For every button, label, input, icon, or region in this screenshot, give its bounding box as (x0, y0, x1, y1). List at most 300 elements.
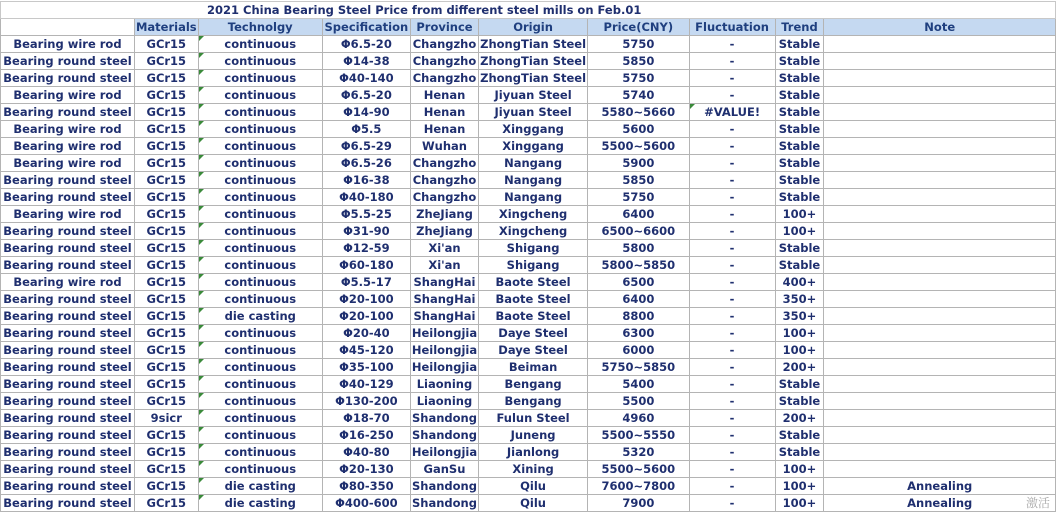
cell-fluctuation[interactable]: - (689, 36, 775, 53)
cell-note[interactable] (824, 393, 1056, 410)
cell-materials[interactable]: GCr15 (134, 325, 198, 342)
cell-fluctuation[interactable]: - (689, 359, 775, 376)
cell-specification[interactable]: Φ20-100 (322, 308, 410, 325)
cell-province[interactable]: ShangHai (410, 308, 478, 325)
cell-trend[interactable]: Stable (775, 53, 824, 70)
cell-materials[interactable]: GCr15 (134, 359, 198, 376)
cell-specification[interactable]: Φ6.5-20 (322, 36, 410, 53)
cell-trend[interactable]: 350+ (775, 308, 824, 325)
cell-materials[interactable]: GCr15 (134, 308, 198, 325)
cell-price[interactable]: 5600 (588, 121, 690, 138)
cell-product[interactable]: Bearing round steel (1, 393, 135, 410)
cell-trend[interactable]: 100+ (775, 342, 824, 359)
cell-note[interactable] (824, 427, 1056, 444)
cell-specification[interactable]: Φ6.5-26 (322, 155, 410, 172)
cell-price[interactable]: 5500~5600 (588, 461, 690, 478)
cell-price[interactable]: 7600~7800 (588, 478, 690, 495)
cell-province[interactable]: Shandong (412, 496, 477, 510)
cell-specification[interactable]: Φ6.5-29 (322, 138, 410, 155)
cell-trend[interactable]: 100+ (775, 223, 824, 240)
header-origin[interactable]: Origin (479, 19, 588, 36)
cell-note[interactable] (824, 155, 1056, 172)
cell-price[interactable]: 5750 (588, 189, 690, 206)
cell-price[interactable]: 5580~5660 (588, 104, 690, 121)
header-fluctuation[interactable]: Fluctuation (689, 19, 775, 36)
cell-price[interactable]: 5500~5550 (588, 427, 690, 444)
header-note[interactable]: Note (824, 19, 1056, 36)
cell-price[interactable]: 5320 (588, 444, 690, 461)
cell-specification[interactable]: Φ6.5-20 (322, 87, 410, 104)
cell-specification[interactable]: Φ400-600 (322, 495, 410, 512)
cell-note[interactable] (824, 138, 1056, 155)
cell-fluctuation[interactable]: - (689, 410, 775, 427)
cell-province[interactable]: Changzho (410, 172, 478, 189)
table-row (1, 155, 1056, 172)
cell-note[interactable] (824, 172, 1056, 189)
cell-trend[interactable]: Stable (775, 36, 824, 53)
cell-product[interactable]: Bearing round steel (1, 495, 135, 512)
cell-materials[interactable]: GCr15 (134, 291, 198, 308)
cell-technology[interactable]: continuous (198, 376, 322, 393)
cell-province[interactable]: Heilongjia (411, 326, 478, 340)
cell-province[interactable]: Changzho (410, 70, 478, 87)
cell-product[interactable]: Bearing round steel (1, 444, 135, 461)
cell-origin[interactable]: Juneng (479, 427, 588, 444)
cell-specification[interactable]: Φ5.5-17 (322, 274, 410, 291)
cell-province[interactable]: Henan (410, 87, 478, 104)
cell-materials[interactable]: GCr15 (134, 274, 198, 291)
cell-origin[interactable]: Bengang (479, 376, 588, 393)
cell-materials[interactable]: GCr15 (134, 444, 198, 461)
cell-origin[interactable]: ZhongTian Steel (480, 37, 587, 51)
cell-technology[interactable]: continuous (198, 393, 322, 410)
cell-materials[interactable]: GCr15 (134, 189, 198, 206)
cell-technology[interactable]: continuous (198, 427, 322, 444)
cell-specification[interactable]: Φ14-90 (322, 104, 410, 121)
cell-specification[interactable]: Φ16-38 (322, 172, 410, 189)
cell-materials[interactable]: GCr15 (134, 121, 198, 138)
cell-technology[interactable]: continuous (198, 87, 322, 104)
cell-materials[interactable]: GCr15 (134, 206, 198, 223)
cell-technology[interactable]: continuous (198, 104, 322, 121)
cell-province[interactable]: Henan (410, 121, 478, 138)
cell-specification[interactable]: Φ5.5-25 (322, 206, 410, 223)
cell-fluctuation[interactable]: - (689, 461, 775, 478)
cell-fluctuation[interactable]: - (689, 155, 775, 172)
cell-price[interactable]: 5500~5600 (588, 138, 690, 155)
cell-materials[interactable]: GCr15 (134, 172, 198, 189)
cell-origin[interactable]: Jiyuan Steel (479, 104, 588, 121)
cell-technology[interactable]: continuous (198, 53, 322, 70)
cell-technology[interactable]: continuous (198, 36, 322, 53)
cell-technology[interactable]: continuous (198, 223, 322, 240)
cell-trend[interactable]: Stable (775, 240, 824, 257)
cell-fluctuation[interactable]: - (689, 308, 775, 325)
cell-trend[interactable]: Stable (775, 104, 824, 121)
cell-price[interactable]: 5800~5850 (588, 257, 690, 274)
cell-product[interactable]: Bearing round steel (1, 189, 135, 206)
cell-product[interactable]: Bearing round steel (1, 427, 135, 444)
cell-note[interactable] (824, 291, 1056, 308)
cell-province[interactable]: Shandong (412, 411, 477, 425)
cell-price[interactable]: 5850 (588, 53, 690, 70)
cell-fluctuation[interactable]: - (689, 342, 775, 359)
sheet-title[interactable]: 2021 China Bearing Steel Price from different steel mills on Feb.01 (1, 2, 1056, 19)
cell-price[interactable]: 5900 (588, 155, 690, 172)
table-row (1, 70, 1056, 87)
cell-trend[interactable]: 350+ (775, 291, 824, 308)
cell-trend[interactable]: Stable (775, 376, 824, 393)
cell-origin[interactable]: Shigang (479, 257, 588, 274)
cell-specification[interactable]: Φ40-140 (322, 70, 410, 87)
cell-technology[interactable]: die casting (198, 495, 322, 512)
cell-materials[interactable]: 9sicr (134, 410, 198, 427)
cell-product[interactable]: Bearing wire rod (1, 138, 135, 155)
cell-origin[interactable]: Bengang (479, 393, 588, 410)
table-row (1, 257, 1056, 274)
cell-origin[interactable]: Xinggang (479, 121, 588, 138)
cell-specification[interactable]: Φ40-80 (322, 444, 410, 461)
cell-specification[interactable]: Φ20-130 (322, 461, 410, 478)
cell-province[interactable]: ShangHai (410, 274, 478, 291)
cell-trend[interactable]: Stable (775, 138, 824, 155)
cell-price[interactable]: 5740 (588, 87, 690, 104)
table-row (1, 359, 1056, 376)
cell-province[interactable]: Changzho (410, 36, 478, 53)
cell-technology[interactable]: continuous (198, 138, 322, 155)
cell-materials[interactable]: GCr15 (134, 155, 198, 172)
cell-province[interactable]: Changzho (410, 189, 478, 206)
cell-note[interactable] (824, 308, 1056, 325)
cell-product[interactable]: Bearing round steel (1, 240, 135, 257)
cell-origin[interactable]: Xining (479, 461, 588, 478)
cell-price[interactable]: 5500 (588, 393, 690, 410)
cell-province[interactable]: GanSu (410, 461, 478, 478)
cell-fluctuation[interactable]: - (689, 274, 775, 291)
cell-trend[interactable]: Stable (775, 87, 824, 104)
cell-trend[interactable]: 100+ (775, 461, 824, 478)
cell-fluctuation[interactable]: - (689, 393, 775, 410)
cell-technology[interactable]: continuous (198, 274, 322, 291)
cell-province[interactable]: Xi'an (410, 257, 478, 274)
cell-specification[interactable]: Φ20-40 (322, 325, 410, 342)
cell-technology[interactable]: die casting (198, 478, 322, 495)
cell-product[interactable]: Bearing round steel (1, 342, 135, 359)
cell-product[interactable]: Bearing round steel (1, 223, 135, 240)
cell-product[interactable]: Bearing round steel (1, 257, 135, 274)
cell-province[interactable]: Heilongjia (411, 343, 478, 357)
cell-materials[interactable]: GCr15 (134, 342, 198, 359)
cell-specification[interactable]: Φ130-200 (322, 393, 410, 410)
cell-specification[interactable]: Φ35-100 (322, 359, 410, 376)
cell-technology[interactable]: continuous (198, 172, 322, 189)
cell-price[interactable]: 8800 (588, 308, 690, 325)
cell-materials[interactable]: GCr15 (134, 87, 198, 104)
cell-price[interactable]: 6000 (588, 342, 690, 359)
cell-province[interactable]: Wuhan (410, 138, 478, 155)
cell-technology[interactable]: continuous (198, 121, 322, 138)
cell-trend[interactable]: 200+ (775, 359, 824, 376)
cell-origin[interactable]: ZhongTian Steel (480, 71, 587, 85)
cell-price[interactable]: 4960 (588, 410, 690, 427)
cell-origin[interactable]: Jiyuan Steel (479, 87, 588, 104)
cell-product[interactable]: Bearing wire rod (1, 36, 135, 53)
cell-product[interactable]: Bearing round steel (1, 308, 135, 325)
cell-fluctuation[interactable]: - (689, 495, 775, 512)
cell-trend[interactable]: Stable (775, 444, 824, 461)
cell-origin[interactable]: Nangang (479, 172, 588, 189)
cell-origin[interactable]: Baote Steel (479, 291, 588, 308)
cell-trend[interactable]: 400+ (775, 274, 824, 291)
cell-technology[interactable]: continuous (198, 410, 322, 427)
cell-price[interactable]: 5750~5850 (588, 359, 690, 376)
table-row (1, 172, 1056, 189)
cell-province[interactable]: Changzho (410, 155, 478, 172)
cell-origin[interactable]: Xingcheng (479, 206, 588, 223)
cell-materials[interactable]: GCr15 (134, 53, 198, 70)
cell-technology[interactable]: continuous (198, 325, 322, 342)
cell-product[interactable]: Bearing round steel (1, 172, 135, 189)
cell-materials[interactable]: GCr15 (134, 223, 198, 240)
cell-fluctuation[interactable]: - (689, 223, 775, 240)
cell-note[interactable]: Annealing (824, 478, 1056, 495)
cell-technology[interactable]: continuous (198, 359, 322, 376)
cell-product[interactable]: Bearing round steel (1, 478, 135, 495)
cell-technology[interactable]: continuous (198, 189, 322, 206)
cell-fluctuation[interactable]: - (689, 325, 775, 342)
cell-trend[interactable]: Stable (775, 155, 824, 172)
cell-fluctuation[interactable]: - (689, 189, 775, 206)
cell-technology[interactable]: continuous (198, 206, 322, 223)
cell-specification[interactable]: Φ20-100 (322, 291, 410, 308)
cell-origin[interactable]: Xingcheng (479, 223, 588, 240)
cell-materials[interactable]: GCr15 (134, 427, 198, 444)
cell-technology[interactable]: continuous (198, 461, 322, 478)
cell-province[interactable]: Heilongjia (411, 360, 478, 374)
cell-province[interactable]: ZheJiang (410, 223, 478, 240)
cell-trend[interactable]: 100+ (775, 478, 824, 495)
cell-fluctuation[interactable]: - (689, 87, 775, 104)
cell-origin[interactable]: Baote Steel (479, 308, 588, 325)
cell-origin[interactable]: Shigang (479, 240, 588, 257)
cell-province[interactable]: Liaoning (410, 376, 478, 393)
cell-trend[interactable]: 200+ (775, 410, 824, 427)
cell-product[interactable]: Bearing wire rod (1, 121, 135, 138)
cell-fluctuation[interactable]: - (689, 444, 775, 461)
cell-materials[interactable]: GCr15 (134, 495, 198, 512)
cell-origin[interactable]: Nangang (479, 189, 588, 206)
cell-price[interactable]: 6500 (588, 274, 690, 291)
cell-trend[interactable]: Stable (775, 257, 824, 274)
cell-technology[interactable]: continuous (198, 155, 322, 172)
cell-materials[interactable]: GCr15 (134, 376, 198, 393)
cell-technology[interactable]: continuous (198, 291, 322, 308)
cell-materials[interactable]: GCr15 (134, 393, 198, 410)
cell-technology[interactable]: die casting (198, 308, 322, 325)
cell-specification[interactable]: Φ40-180 (322, 189, 410, 206)
cell-technology[interactable]: continuous (198, 342, 322, 359)
cell-product[interactable]: Bearing round steel (1, 461, 135, 478)
cell-price[interactable]: 6400 (588, 291, 690, 308)
table-row (1, 189, 1056, 206)
header-price[interactable]: Price(CNY) (588, 19, 690, 36)
cell-trend[interactable]: 100+ (775, 325, 824, 342)
header-specification[interactable]: Specification (322, 19, 410, 36)
cell-price[interactable]: 7900 (588, 495, 690, 512)
cell-note[interactable] (824, 461, 1056, 478)
cell-specification[interactable]: Φ45-120 (322, 342, 410, 359)
cell-fluctuation[interactable]: - (689, 257, 775, 274)
cell-fluctuation[interactable]: - (689, 291, 775, 308)
cell-product[interactable]: Bearing round steel (1, 53, 135, 70)
cell-note[interactable] (824, 70, 1056, 87)
cell-materials[interactable]: GCr15 (134, 36, 198, 53)
cell-origin[interactable]: Nangang (479, 155, 588, 172)
cell-origin[interactable]: Beiman (479, 359, 588, 376)
cell-note[interactable] (824, 87, 1056, 104)
cell-province[interactable]: ZheJiang (410, 206, 478, 223)
cell-fluctuation[interactable]: - (689, 138, 775, 155)
cell-technology[interactable]: continuous (198, 257, 322, 274)
cell-specification[interactable]: Φ12-59 (322, 240, 410, 257)
cell-province[interactable]: Changzho (410, 53, 478, 70)
cell-product[interactable]: Bearing round steel (1, 359, 135, 376)
cell-fluctuation[interactable]: - (689, 240, 775, 257)
cell-specification[interactable]: Φ5.5 (322, 121, 410, 138)
cell-origin[interactable]: Xinggang (479, 138, 588, 155)
cell-materials[interactable]: GCr15 (134, 70, 198, 87)
cell-fluctuation[interactable]: #VALUE! (689, 104, 775, 121)
cell-fluctuation[interactable]: - (689, 376, 775, 393)
cell-specification[interactable]: Φ31-90 (322, 223, 410, 240)
cell-trend[interactable]: Stable (775, 172, 824, 189)
header-product[interactable] (1, 19, 135, 36)
cell-trend[interactable]: 100+ (775, 495, 824, 512)
cell-note[interactable] (824, 444, 1056, 461)
cell-product[interactable]: Bearing wire rod (1, 155, 135, 172)
cell-note[interactable] (824, 104, 1056, 121)
cell-product[interactable]: Bearing round steel (1, 104, 135, 121)
cell-fluctuation[interactable]: - (689, 121, 775, 138)
cell-price[interactable]: 5750 (588, 36, 690, 53)
cell-technology[interactable]: continuous (198, 70, 322, 87)
cell-trend[interactable]: Stable (775, 189, 824, 206)
cell-product[interactable]: Bearing wire rod (1, 206, 135, 223)
cell-price[interactable]: 5800 (588, 240, 690, 257)
cell-note[interactable] (824, 376, 1056, 393)
header-technology[interactable]: Technolgy (198, 19, 322, 36)
cell-origin[interactable]: Qilu (479, 478, 588, 495)
cell-note[interactable] (824, 410, 1056, 427)
cell-fluctuation[interactable]: - (689, 478, 775, 495)
cell-province[interactable]: Heilongjia (411, 445, 478, 459)
cell-note[interactable]: Annealing (824, 495, 1056, 512)
cell-origin[interactable]: Daye Steel (479, 325, 588, 342)
cell-trend[interactable]: Stable (775, 70, 824, 87)
cell-product[interactable]: Bearing wire rod (1, 274, 135, 291)
cell-origin[interactable]: Daye Steel (479, 342, 588, 359)
cell-trend[interactable]: Stable (775, 121, 824, 138)
cell-materials[interactable]: GCr15 (134, 257, 198, 274)
cell-province[interactable]: Xi'an (410, 240, 478, 257)
cell-materials[interactable]: GCr15 (134, 104, 198, 121)
cell-materials[interactable]: GCr15 (134, 478, 198, 495)
cell-specification[interactable]: Φ60-180 (322, 257, 410, 274)
cell-specification[interactable]: Φ14-38 (322, 53, 410, 70)
cell-product[interactable]: Bearing round steel (1, 291, 135, 308)
cell-province[interactable]: Liaoning (410, 393, 478, 410)
cell-note[interactable] (824, 342, 1056, 359)
cell-note[interactable] (824, 206, 1056, 223)
cell-product[interactable]: Bearing round steel (1, 376, 135, 393)
header-province[interactable]: Province (410, 19, 478, 36)
cell-note[interactable] (824, 359, 1056, 376)
cell-price[interactable]: 5750 (588, 70, 690, 87)
cell-fluctuation[interactable]: - (689, 70, 775, 87)
cell-note[interactable] (824, 274, 1056, 291)
cell-specification[interactable]: Φ16-250 (322, 427, 410, 444)
cell-note[interactable] (824, 36, 1056, 53)
cell-note[interactable] (824, 325, 1056, 342)
cell-origin[interactable]: Baote Steel (479, 274, 588, 291)
cell-product[interactable]: Bearing wire rod (1, 87, 135, 104)
cell-origin[interactable]: ZhongTian Steel (480, 54, 587, 68)
cell-note[interactable] (824, 121, 1056, 138)
cell-province[interactable]: Henan (410, 104, 478, 121)
cell-price[interactable]: 6500~6600 (588, 223, 690, 240)
table-row (1, 291, 1056, 308)
cell-price[interactable]: 5850 (588, 172, 690, 189)
cell-province[interactable]: ShangHai (410, 291, 478, 308)
cell-price[interactable]: 5400 (588, 376, 690, 393)
header-trend[interactable]: Trend (775, 19, 824, 36)
cell-specification[interactable]: Φ40-129 (322, 376, 410, 393)
cell-technology[interactable]: continuous (198, 240, 322, 257)
cell-materials[interactable]: GCr15 (134, 461, 198, 478)
table-row (1, 325, 1056, 342)
cell-note[interactable] (824, 53, 1056, 70)
cell-origin[interactable]: Fulun Steel (479, 410, 588, 427)
cell-origin[interactable]: Qilu (479, 495, 588, 512)
cell-trend[interactable]: 100+ (775, 206, 824, 223)
cell-note[interactable] (824, 223, 1056, 240)
cell-product[interactable]: Bearing round steel (1, 410, 135, 427)
cell-province[interactable]: Shandong (412, 428, 477, 442)
cell-product[interactable]: Bearing round steel (1, 70, 135, 87)
cell-materials[interactable]: GCr15 (134, 138, 198, 155)
cell-note[interactable] (824, 257, 1056, 274)
cell-note[interactable] (824, 240, 1056, 257)
cell-specification[interactable]: Φ18-70 (322, 410, 410, 427)
cell-materials[interactable]: GCr15 (134, 240, 198, 257)
cell-specification[interactable]: Φ80-350 (322, 478, 410, 495)
cell-fluctuation[interactable]: - (689, 206, 775, 223)
table-row (1, 461, 1056, 478)
cell-trend[interactable]: Stable (775, 427, 824, 444)
header-materials[interactable]: Materials (135, 20, 197, 34)
cell-note[interactable] (824, 189, 1056, 206)
cell-price[interactable]: 6300 (588, 325, 690, 342)
cell-product[interactable]: Bearing round steel (1, 325, 135, 342)
cell-origin[interactable]: Jianlong (479, 444, 588, 461)
cell-price[interactable]: 6400 (588, 206, 690, 223)
cell-fluctuation[interactable]: - (689, 172, 775, 189)
cell-province[interactable]: Shandong (412, 479, 477, 493)
cell-fluctuation[interactable]: - (689, 53, 775, 70)
cell-technology[interactable]: continuous (198, 444, 322, 461)
cell-fluctuation[interactable]: - (689, 427, 775, 444)
cell-trend[interactable]: Stable (775, 393, 824, 410)
